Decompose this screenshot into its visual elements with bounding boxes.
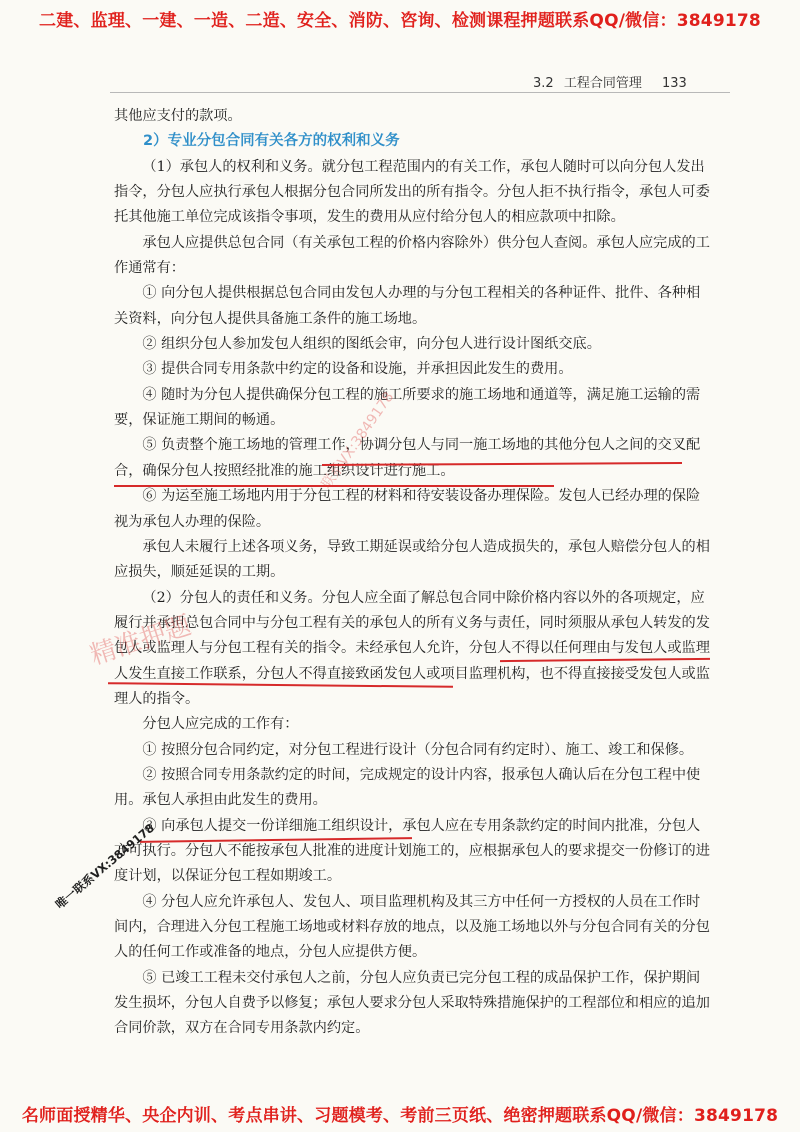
running-header	[533, 72, 693, 91]
list-item: ④ 随时为分包人提供确保分包工程的施工所要求的施工场地和通道等，满足施工运输的需要，保证施工期间的畅通。	[114, 386, 701, 429]
list-item: ⑥ 为运至施工场地内用于分包工程的材料和待安装设备办理保险。发包人已经办理的保险视为承包人办理的保险。	[114, 488, 701, 530]
list-item: ② 组织分包人参加发包人组织的图纸会审，向分包人进行设计图纸交底。	[142, 336, 601, 353]
paragraph: 分包人应完成的工作有：	[142, 716, 299, 733]
watermark: 精准押题	[86, 610, 195, 672]
list-item: ③ 提供合同专用条款中约定的设备和设施，并承担因此发生的费用。	[142, 361, 573, 378]
paragraph: 其他应支付的款项。	[114, 108, 242, 124]
list-item: ⑤ 已竣工工程未交付承包人之前，分包人应负责已完分包工程的成品保护工作，保护期间发生损坏，分包人自费予以修复；承包人要求分包人采取特殊措施保护的工程部位和相应的追加合同价款，双方在合同专用条款内约定。	[114, 969, 710, 1037]
bottom-ad-banner: 名师面授精华、央企内训、考点串讲、习题模考、考前三页纸、绝密押题联系QQ/微信：3849178	[21, 1106, 779, 1126]
page-number: 133	[661, 76, 687, 91]
list-item: ⑤ 负责整个施工场地的管理工作，协调分包人与同一施工场地的其他分包人之间的交叉配合，确保分包人按照经批准的施工组织设计进行施工。	[114, 437, 701, 479]
paragraph: （1）承包人的权利和义务。就分包工程范围内的有关工作，承包人随时可以向分包人发出指令，分包人应执行承包人根据分包合同所发出的所有指令。分包人拒不执行指令，承包人可委托其他施工单位完成该指令事项，发生的费用从应付给分包人的相应款项中扣除。	[114, 158, 710, 226]
top-ad-banner: 二建、监理、一建、一造、二造、安全、消防、咨询、检测课程押题联系QQ/微信：3849178	[39, 11, 761, 31]
list-item: ① 按照分包合同约定，对分包工程进行设计（分包合同有约定时）、施工、竣工和保修。	[142, 741, 694, 758]
paragraph: （2）分包人的责任和义务。分包人应全面了解总包合同中除价格内容以外的各项规定，应履行并承担总包合同中与分包工程有关的承包人的所有义务与责任，同时须服从承包人转发的发包人或监理人与分包工程有关的指令。未经承包人允许，分包人不得以任何理由与发包人或监理人发生直接工作联系，分包人不得直接致函发包人或项目监理机构，也不得直接接受发包人或监理人的指令。	[114, 589, 710, 707]
list-item: ② 按照合同专用条款约定的时间，完成规定的设计内容，报承包人确认后在分包工程中使用。承包人承担由此发生的费用。	[114, 766, 701, 809]
subheading: 2）专业分包合同有关各方的权利和义务	[143, 133, 400, 150]
header-rule	[110, 92, 730, 93]
list-item: ③ 向承包人提交一份详细施工组织设计，承包人应在专用条款约定的时间内批准，分包人方可执行。分包人不能按承包人批准的进度计划施工的，应根据承包人的要求提交一份修订的进度计划，以保证分包工程如期竣工。	[114, 817, 710, 885]
paragraph: 承包人未履行上述各项义务，导致工期延误或给分包人造成损失的，承包人赔偿分包人的相应损失，顺延延误的工期。	[114, 538, 710, 581]
watermark: 联系VX:3849178	[318, 389, 398, 492]
section-number: 3.2	[533, 76, 554, 91]
page-body	[114, 104, 714, 1042]
paragraph: 承包人应提供总包合同（有关承包工程的价格内容除外）供分包人查阅。承包人应完成的工作通常有：	[114, 234, 710, 277]
list-item: ④ 分包人应允许承包人、发包人、项目监理机构及其三方中任何一方授权的人员在工作时间内，合理进入分包工程施工场地或材料存放的地点，以及施工场地以外与分包合同有关的分包人的任何工作或准备的地点，分包人应提供方便。	[114, 893, 710, 961]
section-title: 工程合同管理	[563, 76, 642, 91]
list-item: ① 向分包人提供根据总包合同由发包人办理的与分包工程相关的各种证件、批件、各种相关资料，向分包人提供具备施工条件的施工场地。	[114, 285, 701, 327]
contact-stamp: 唯一联系VX:3849178	[52, 820, 157, 912]
